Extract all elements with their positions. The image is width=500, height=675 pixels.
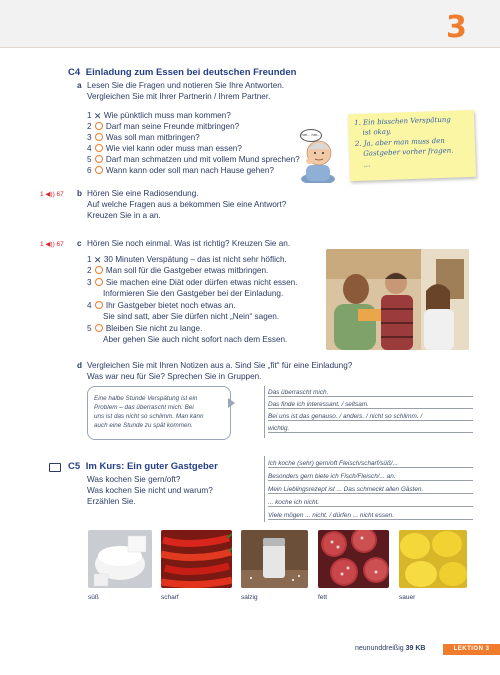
page-number: 39 <box>405 645 414 652</box>
food-caption: fett <box>318 594 328 601</box>
answer-circle-icon[interactable] <box>95 324 103 332</box>
phrase-line: wichtig. <box>268 425 473 433</box>
section-title: Im Kurs: Ein guter Gastgeber <box>85 461 218 472</box>
lektion-badge: LEKTION 3 <box>443 644 500 655</box>
task-c-instruction: Hören Sie noch einmal. Was ist richtig? Kreuzen Sie an. <box>87 239 291 248</box>
phrase-line: Bei uns ist das genauso. / anders. / nicht so schlimm. / <box>268 413 473 421</box>
speech-bubble-icon: hm... hm... <box>300 129 322 142</box>
section-number: C4 <box>68 67 81 78</box>
statement-1: 1 ✕ 30 Minuten Verspätung – das ist nicht sehr höflich. <box>87 255 287 265</box>
phrase-line: Besonders gern biete ich Fisch/Fleisch/... an. <box>268 473 473 481</box>
statement-3-line-2: Informieren Sie den Gastgeber bei der Einladung. <box>103 289 284 298</box>
guests-photo <box>326 249 469 350</box>
task-letter-c: c <box>77 239 82 248</box>
speech-bubble-tail <box>228 398 235 408</box>
task-letter-d: d <box>77 361 83 370</box>
food-caption: süß <box>88 594 99 601</box>
answer-circle-icon[interactable] <box>95 266 103 274</box>
statement-5: 5 Bleiben Sie nicht zu lange. <box>87 324 203 333</box>
checked-box-icon[interactable]: ✕ <box>93 111 102 121</box>
phrase-box-divider <box>264 386 265 438</box>
task-b-line-2: Auf welche Fragen aus a bekommen Sie eine Antwort? <box>87 200 287 209</box>
question-6: 6 Wann kann oder soll man nach Hause gehen? <box>87 166 274 175</box>
section-c4-heading <box>68 67 296 78</box>
statement-4: 4 Ihr Gastgeber bietet noch etwas an. <box>87 301 236 310</box>
sticky-note: 1. Ein bisschen Verspätung ist okay. 2. Ja, aber man muss den Gastgeber vorher fragen. ... <box>348 110 476 181</box>
phrase-box-divider <box>264 456 265 522</box>
question-4: 4 Wie viel kann oder muss man essen? <box>87 144 242 153</box>
phrase-line: Das finde ich interessant. / seltsam. <box>268 401 473 409</box>
question-3: 3 Was soll man mitbringen? <box>87 133 200 142</box>
food-caption: salzig <box>241 594 258 601</box>
answer-circle-icon[interactable] <box>95 122 103 130</box>
question-1: 1 ✕ Wie pünktlich muss man kommen? <box>87 111 231 121</box>
phrase-line: ... koche ich nicht. <box>268 499 473 507</box>
answer-circle-icon[interactable] <box>95 166 103 174</box>
answer-circle-icon[interactable] <box>95 144 103 152</box>
food-caption: sauer <box>399 594 416 601</box>
phrase-line: Viele mögen ... nicht. / dürfen ... nicht essen. <box>268 512 473 520</box>
answer-circle-icon[interactable] <box>95 278 103 286</box>
task-c5-line-2: Was kochen Sie nicht und warum? <box>87 486 213 495</box>
answer-circle-icon[interactable] <box>95 155 103 163</box>
page-footer <box>355 645 425 652</box>
top-bar <box>0 0 500 48</box>
statement-5-line-2: Aber gehen Sie auch nicht sofort nach dem Essen. <box>103 335 288 344</box>
page-word: neununddreißig <box>355 645 404 652</box>
task-b-line-1: Hören Sie eine Radiosendung. <box>87 189 199 198</box>
chapter-number: 3 <box>446 10 467 45</box>
statement-4-line-2: Sie sind satt, aber Sie dürfen nicht „Nein“ sagen. <box>103 312 280 321</box>
section-number: C5 <box>68 461 81 472</box>
sugar-photo <box>88 530 152 588</box>
task-b-line-3: Kreuzen Sie in a an. <box>87 211 161 220</box>
checked-box-icon[interactable]: ✕ <box>93 255 102 265</box>
task-d-line-2: Was war neu für Sie? Sprechen Sie in Gruppen. <box>87 372 262 381</box>
statement-3: 3 Sie machen eine Diät oder dürfen etwas nicht essen. <box>87 278 298 287</box>
lemon-photo <box>399 530 467 588</box>
book-code: KB <box>415 645 426 652</box>
chili-photo <box>161 530 232 588</box>
task-a-instruction-2: Vergleichen Sie mit Ihrer Partnerin / Ihrem Partner. <box>87 92 271 101</box>
task-a-instruction-1: Lesen Sie die Fragen und notieren Sie Ihre Antworten. <box>87 81 285 90</box>
task-c5-line-1: Was kochen Sie gern/oft? <box>87 475 181 484</box>
section-title: Einladung zum Essen bei deutschen Freunden <box>85 67 297 78</box>
course-group-icon <box>49 463 61 472</box>
audio-track-b[interactable]: 1 ◀)) 67 <box>40 191 64 198</box>
task-letter-b: b <box>77 189 83 198</box>
food-caption: scharf <box>161 594 179 601</box>
answer-circle-icon[interactable] <box>95 301 103 309</box>
task-c5-line-3: Erzählen Sie. <box>87 497 136 506</box>
audio-track-c[interactable]: 1 ◀)) 67 <box>40 241 64 248</box>
answer-circle-icon[interactable] <box>95 133 103 141</box>
task-letter-a: a <box>77 81 82 90</box>
phrase-line: Ich koche (sehr) gern/oft Fleisch/scharf/süß/... <box>268 460 473 468</box>
section-c5-heading <box>68 461 218 472</box>
phrase-line: Das überrascht mich. <box>268 389 473 397</box>
salt-shaker-photo <box>241 530 308 588</box>
statement-2: 2 Man soll für die Gastgeber etwas mitbringen. <box>87 266 269 275</box>
salami-photo <box>318 530 389 588</box>
speech-bubble: Eine halbe Stunde Verspätung ist ein Problem – das überrascht mich. Bei uns ist das nicht so schlimm. Man kann auch eine Stunde zu spät kommen. <box>87 386 231 440</box>
question-2: 2 Darf man seine Freunde mitbringen? <box>87 122 240 131</box>
question-5: 5 Darf man schmatzen und mit vollem Mund sprechen? <box>87 155 300 164</box>
phrase-line: Mein Lieblingsrezept ist ... Das schmeckt allen Gästen. <box>268 486 473 494</box>
task-d-line-1: Vergleichen Sie mit Ihren Notizen aus a. Sind Sie „fit“ für eine Einladung? <box>87 361 353 370</box>
